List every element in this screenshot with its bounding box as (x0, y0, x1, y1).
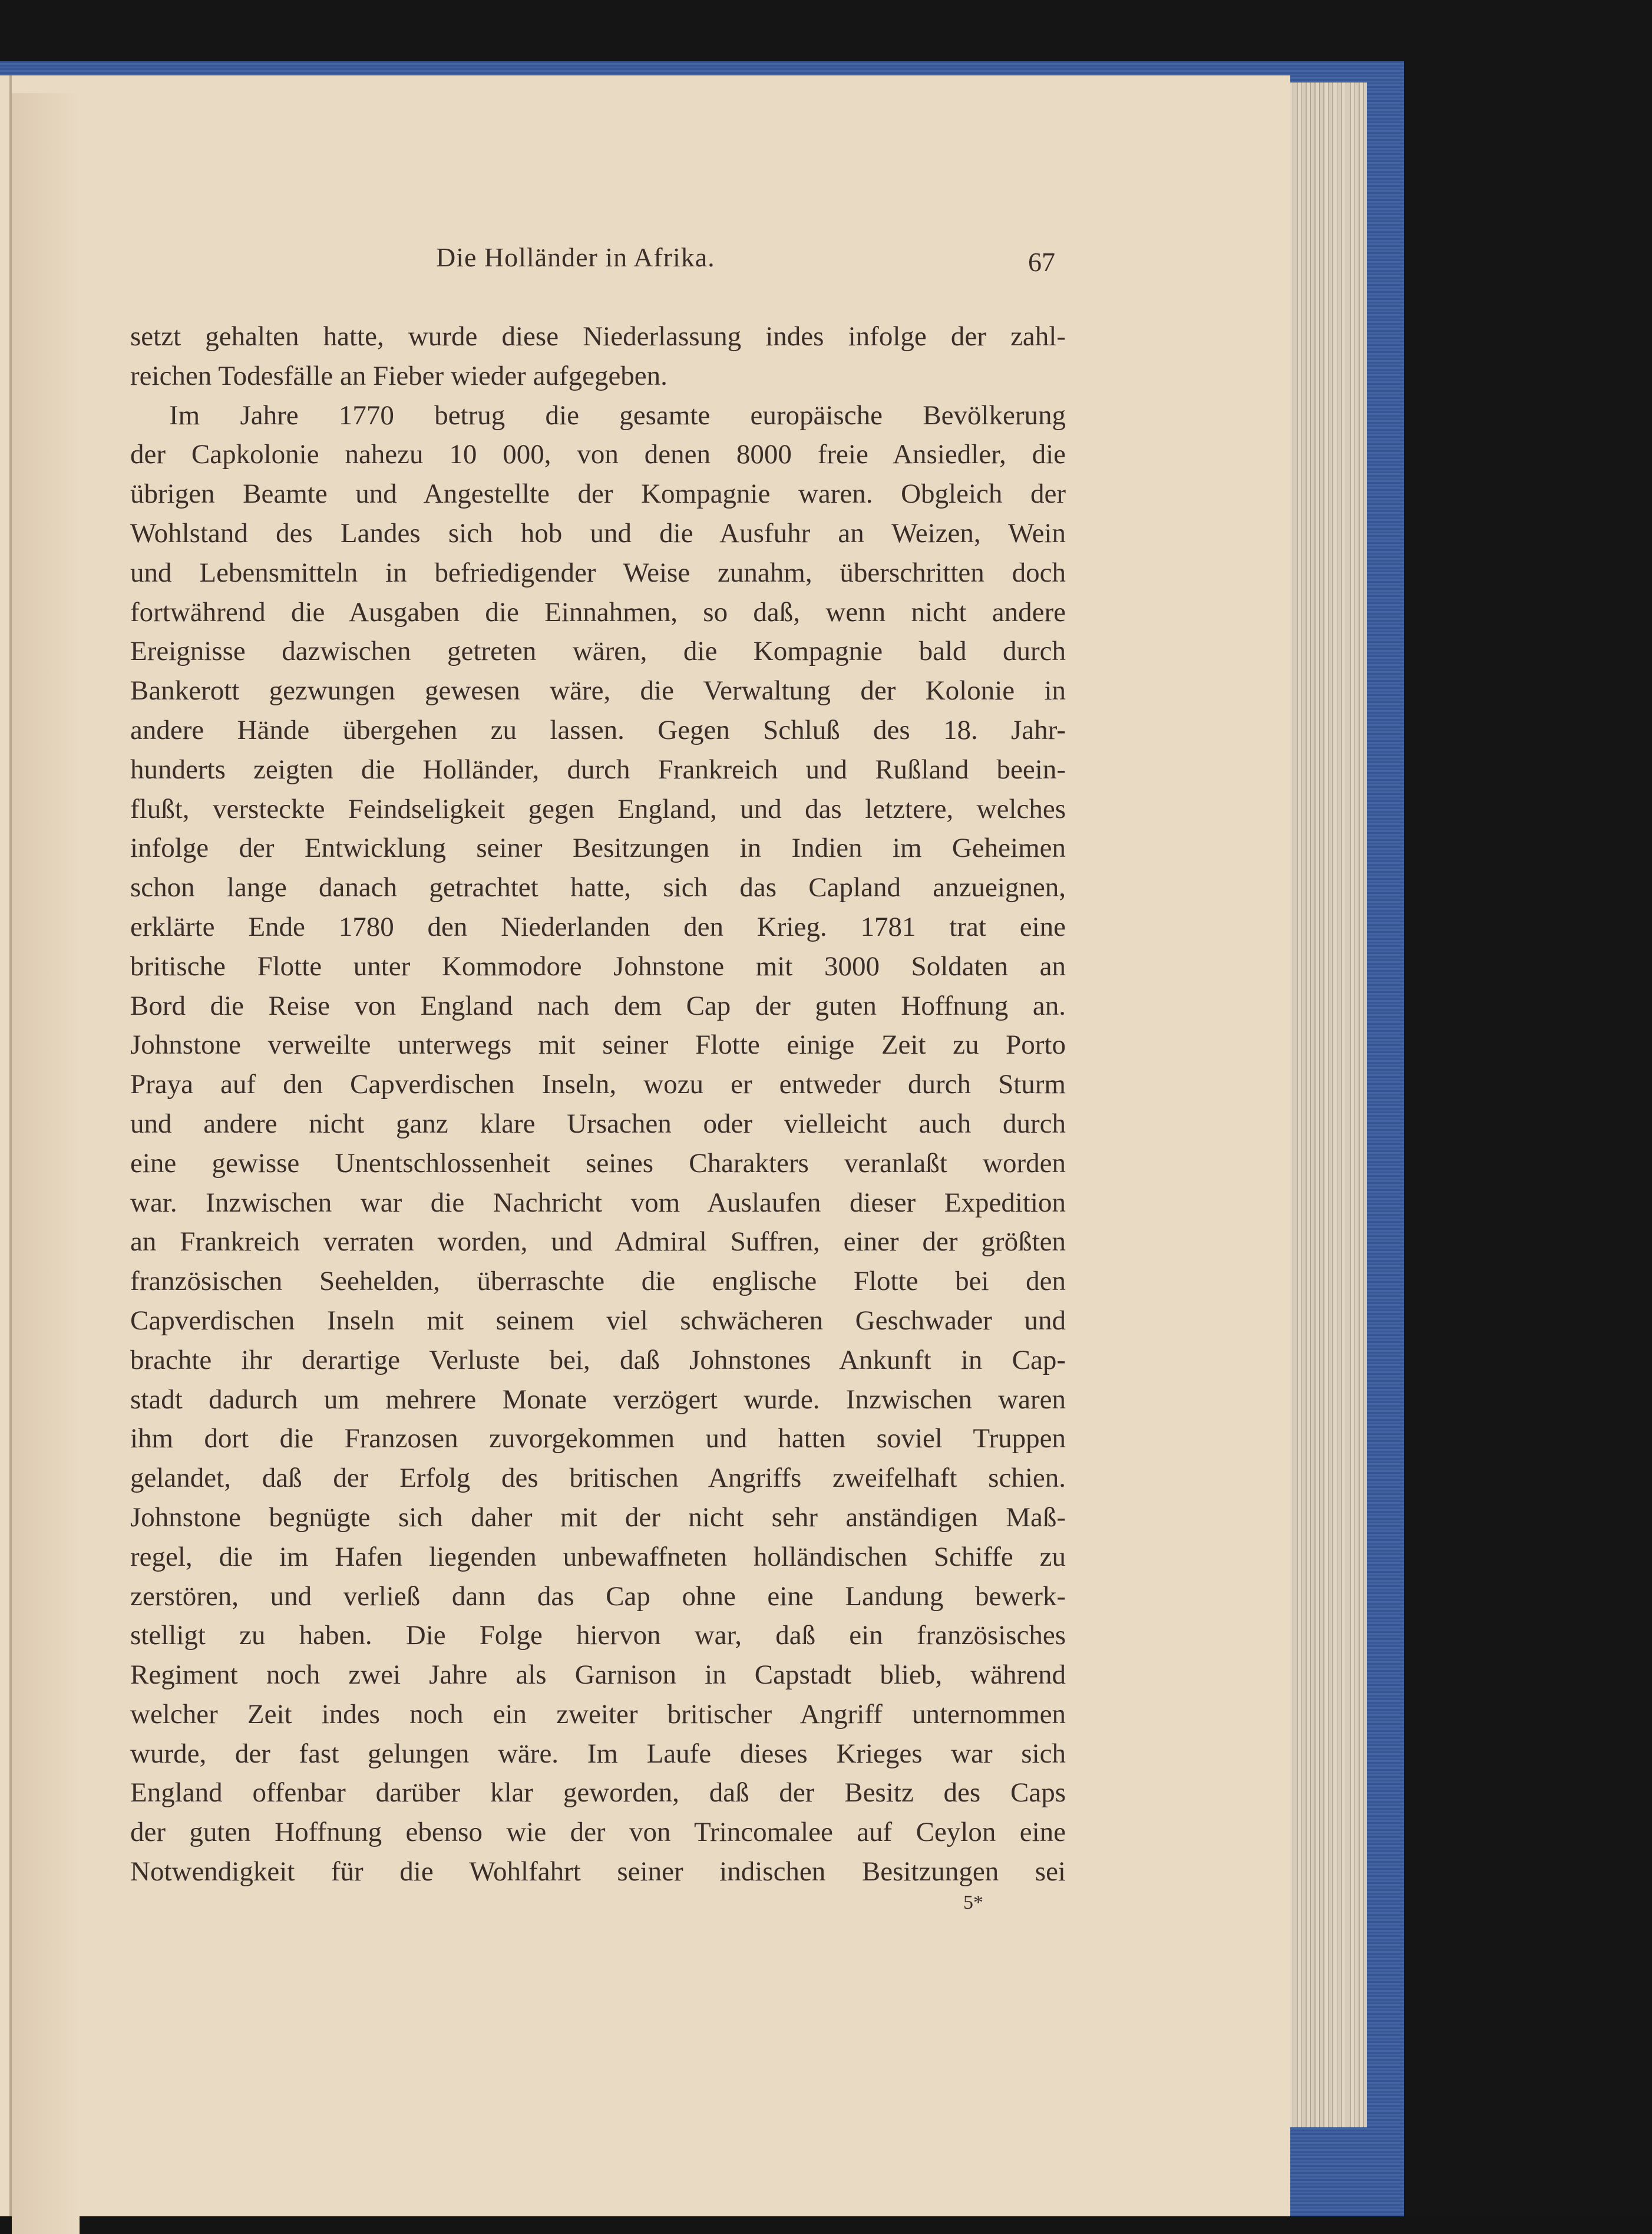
text-line: erklärte Ende 1780 den Niederlanden den Krieg. 1781 trat eine (130, 911, 1066, 942)
text-line: setzt gehalten hatte, wurde diese Niederlassung indes infolge der zahl- (130, 321, 1066, 352)
gutter-shadow (12, 93, 80, 2234)
running-title: Die Holländer in Afrika. (436, 242, 715, 272)
text-line: Praya auf den Capverdischen Inseln, wozu er entweder durch Sturm (130, 1069, 1066, 1100)
text-line: Johnstone begnügte sich daher mit der nicht sehr anständigen Maß- (130, 1502, 1066, 1533)
page-edges (1284, 83, 1367, 2127)
text-line: Johnstone verweilte unterwegs mit seiner Flotte einige Zeit zu Porto (130, 1029, 1066, 1061)
text-line: reichen Todesfälle an Fieber wieder aufgegeben. (130, 360, 668, 391)
text-line: und Lebensmitteln in befriedigender Weise zunahm, überschritten doch (130, 557, 1066, 588)
signature-mark: 5* (963, 1892, 983, 1913)
text-line: schon lange danach getrachtet hatte, sich das Capland anzueignen, (130, 872, 1066, 903)
text-line: übrigen Beamte und Angestellte der Kompagnie waren. Obgleich der (130, 479, 1066, 510)
text-line: andere Hände übergehen zu lassen. Gegen Schluß des 18. Jahr- (130, 714, 1066, 745)
text-line: Im Jahre 1770 betrug die gesamte europäische Bevölkerung (169, 400, 1066, 431)
text-line: hunderts zeigten die Holländer, durch Frankreich und Rußland beein- (130, 754, 1066, 785)
text-line: zerstören, und verließ dann das Cap ohne eine Landung bewerk- (130, 1580, 1066, 1612)
text-line: gelandet, daß der Erfolg des britischen Angriffs zweifelhaft schien. (130, 1463, 1066, 1494)
text-line: infolge der Entwicklung seiner Besitzungen in Indien im Geheimen (130, 833, 1066, 864)
text-line: britische Flotte unter Kommodore Johnstone mit 3000 Soldaten an (130, 951, 1066, 982)
text-line: der Capkolonie nahezu 10 000, von denen 8000 freie Ansiedler, die (130, 439, 1066, 470)
text-line: brachte ihr derartige Verluste bei, daß Johnstones Ankunft in Cap- (130, 1344, 1066, 1375)
page-number: 67 (1028, 247, 1055, 277)
text-line: eine gewisse Unentschlossenheit seines Charakters veranlaßt worden (130, 1147, 1066, 1179)
text-line: flußt, versteckte Feindseligkeit gegen England, und das letztere, welches (130, 793, 1066, 824)
text-line: England offenbar darüber klar geworden, daß der Besitz des Caps (130, 1777, 1066, 1809)
body-text (130, 317, 1066, 1892)
text-line: an Frankreich verraten worden, und Admiral Suffren, einer der größten (130, 1226, 1066, 1258)
text-line: welcher Zeit indes noch ein zweiter britischer Angriff unternommen (130, 1698, 1066, 1730)
text-line: französischen Seehelden, überraschte die englische Flotte bei den (130, 1266, 1066, 1297)
text-line: Notwendigkeit für die Wohlfahrt seiner indischen Besitzungen sei (130, 1856, 1066, 1887)
text-line: Regiment noch zwei Jahre als Garnison in Capstadt blieb, während (130, 1659, 1066, 1691)
text-line: Wohlstand des Landes sich hob und die Ausfuhr an Weizen, Wein (130, 517, 1066, 549)
text-line: war. Inzwischen war die Nachricht vom Auslaufen dieser Expedition (130, 1187, 1066, 1218)
text-line: wurde, der fast gelungen wäre. Im Laufe dieses Krieges war sich (130, 1738, 1066, 1769)
text-line: Bankerott gezwungen gewesen wäre, die Verwaltung der Kolonie in (130, 675, 1066, 707)
text-line: Ereignisse dazwischen getreten wären, die Kompagnie bald durch (130, 636, 1066, 667)
text-line: der guten Hoffnung ebenso wie der von Trincomalee auf Ceylon eine (130, 1817, 1066, 1848)
text-line: und andere nicht ganz klare Ursachen oder vielleicht auch durch (130, 1108, 1066, 1139)
text-line: stadt dadurch um mehrere Monate verzögert wurde. Inzwischen waren (130, 1384, 1066, 1415)
text-line: regel, die im Hafen liegenden unbewaffneten holländischen Schiffe zu (130, 1541, 1066, 1572)
text-line: Capverdischen Inseln mit seinem viel schwächeren Geschwader und (130, 1305, 1066, 1336)
text-line: ihm dort die Franzosen zuvorgekommen und hatten soviel Truppen (130, 1423, 1066, 1454)
text-line: stelligt zu haben. Die Folge hiervon war, daß ein französisches (130, 1620, 1066, 1651)
text-line: Bord die Reise von England nach dem Cap der guten Hoffnung an. (130, 990, 1066, 1021)
text-line: fortwährend die Ausgaben die Einnahmen, so daß, wenn nicht andere (130, 596, 1066, 628)
